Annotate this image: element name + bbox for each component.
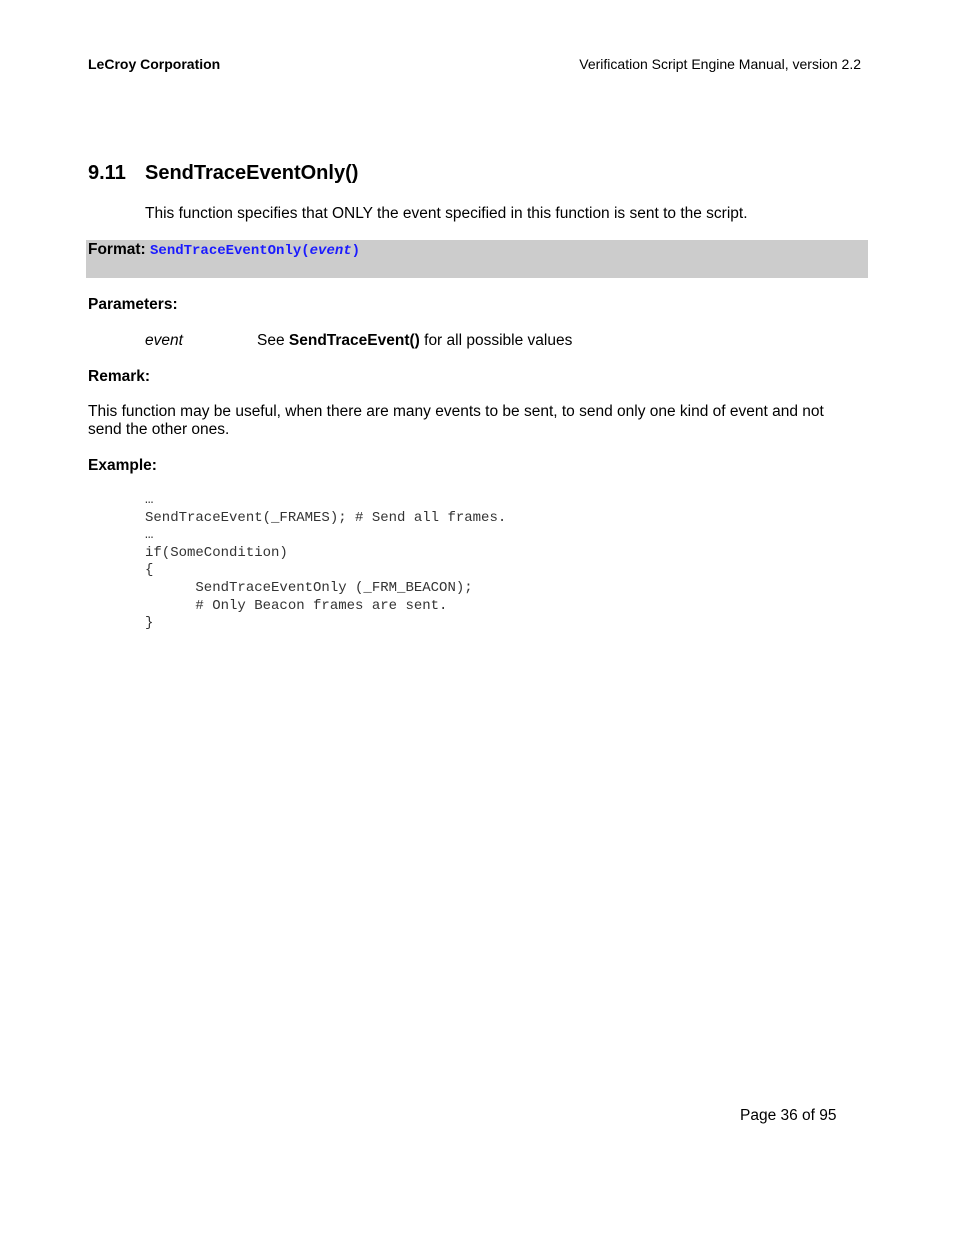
section-number: 9.11 bbox=[88, 162, 126, 184]
parameters-label: Parameters: bbox=[88, 296, 178, 313]
section-title: SendTraceEventOnly() bbox=[145, 162, 359, 184]
parameter-desc-reference: SendTraceEvent() bbox=[288, 332, 420, 349]
example-code: … SendTraceEvent(_FRAMES); # Send all frames. … if(SomeCondition) { SendTraceEventOnly (_FRM_BEACON); # Only Beacon frames are sent. } bbox=[145, 492, 507, 632]
header-company: LeCroy Corporation bbox=[88, 56, 221, 72]
format-signature bbox=[150, 243, 360, 259]
format-function: SendTraceEventOnly( bbox=[150, 243, 310, 259]
parameter-desc-suffix: for all possible values bbox=[419, 332, 573, 349]
parameter-desc-prefix: See bbox=[257, 332, 289, 349]
remark-text: This function may be useful, when there are many events to be sent, to send only one kind of event and not send the other ones. bbox=[88, 403, 824, 438]
header-manual-title: Verification Script Engine Manual, version 2.2 bbox=[579, 56, 861, 72]
format-line bbox=[88, 241, 360, 259]
parameter-name: event bbox=[145, 332, 183, 349]
page-number: Page 36 of 95 bbox=[740, 1107, 837, 1124]
example-label: Example: bbox=[88, 457, 157, 474]
parameter-description bbox=[257, 332, 572, 350]
format-label: Format: bbox=[88, 241, 146, 258]
intro-paragraph: This function specifies that ONLY the event specified in this function is sent to the script. bbox=[145, 205, 748, 222]
format-argument: event bbox=[309, 243, 352, 259]
section-heading bbox=[88, 162, 358, 185]
remark-label: Remark: bbox=[88, 368, 151, 385]
format-close: ) bbox=[351, 243, 361, 259]
